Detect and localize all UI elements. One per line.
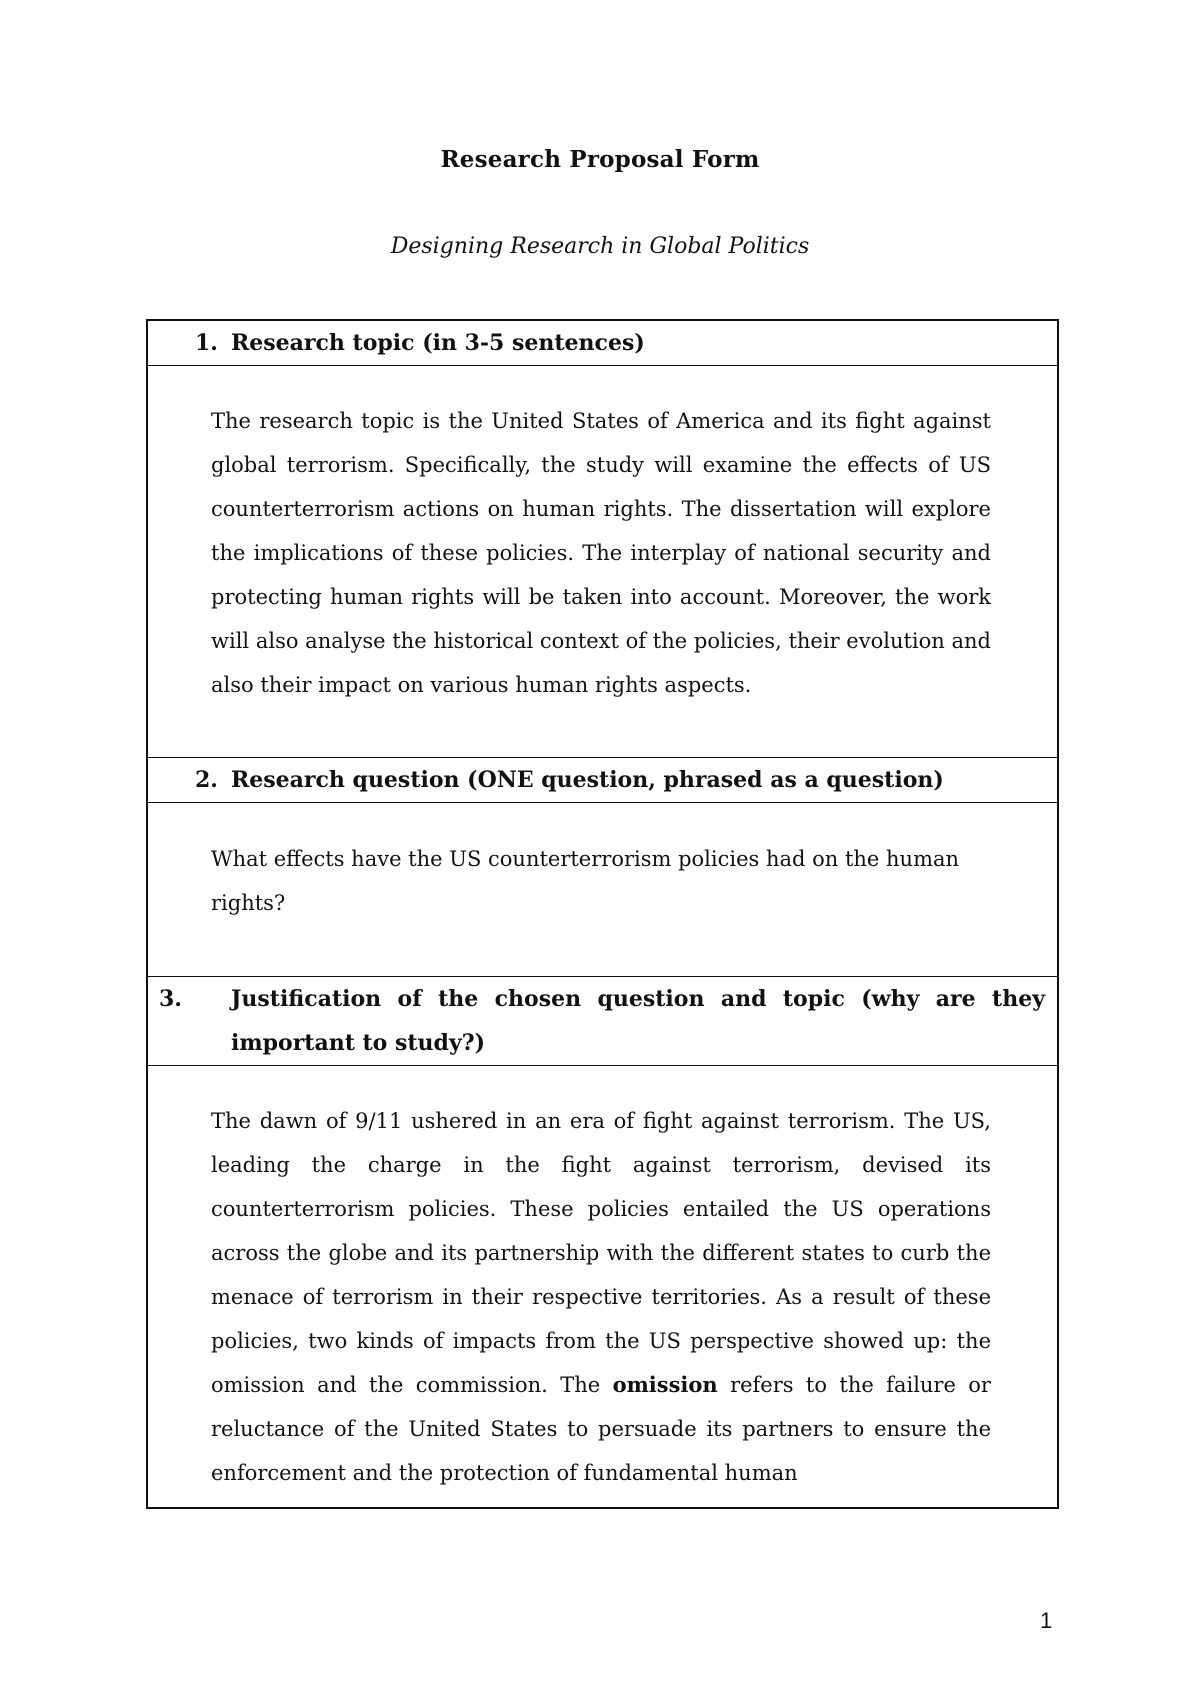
page-title: Research Proposal Form <box>440 146 760 173</box>
section-3-header <box>148 977 1057 1065</box>
section-2-header <box>148 758 1057 802</box>
section-1-header <box>148 321 1057 365</box>
section-1-heading: Research topic (in 3-5 sentences) <box>231 330 645 356</box>
section-3-number: 3. <box>159 986 182 1012</box>
page-number: 1 <box>1040 1608 1053 1633</box>
section-3-body-bold-term: omission <box>612 1372 718 1397</box>
section-3-body-text-continued: refers to the failure or reluctance of the United States to persuade its partners to ensure the enforcement and the protection of fundamental human <box>211 1373 991 1485</box>
proposal-form-table <box>146 319 1059 1509</box>
page-subtitle: Designing Research in Global Politics <box>390 234 810 259</box>
section-1-number: 1. <box>195 330 218 356</box>
divider <box>148 365 1057 366</box>
section-3-body <box>211 1099 991 1495</box>
section-2-number: 2. <box>195 767 218 793</box>
section-3-heading: Justification of the chosen question and topic (why are they important to study?) <box>231 986 1045 1056</box>
section-3-body-text: The dawn of 9/11 ushered in an era of fight against terrorism. The US, leading the charge in the fight against terrorism, devised its counterterrorism policies. These policies entailed the US operations across the globe and its partnership with the different states to curb the menace of terrorism in their respective territories. As a result of these policies, two kinds of impacts from the US perspective showed up: the omission and the commission. The <box>211 1109 991 1397</box>
section-1-body: The research topic is the United States of America and its fight against global terrorism. Specifically, the study will examine the effects of US counterterrorism actions on human rights. The dissertation will explore the implications of these policies. The interplay of national security and protecting human rights will be taken into account. Moreover, the work will also analyse the historical context of the policies, their evolution and also their impact on various human rights aspects. <box>211 409 991 697</box>
divider <box>148 1065 1057 1066</box>
section-2-heading: Research question (ONE question, phrased as a question) <box>231 767 944 793</box>
section-2-body: What effects have the US counterterrorism policies had on the human rights? <box>211 847 960 915</box>
divider <box>148 802 1057 803</box>
